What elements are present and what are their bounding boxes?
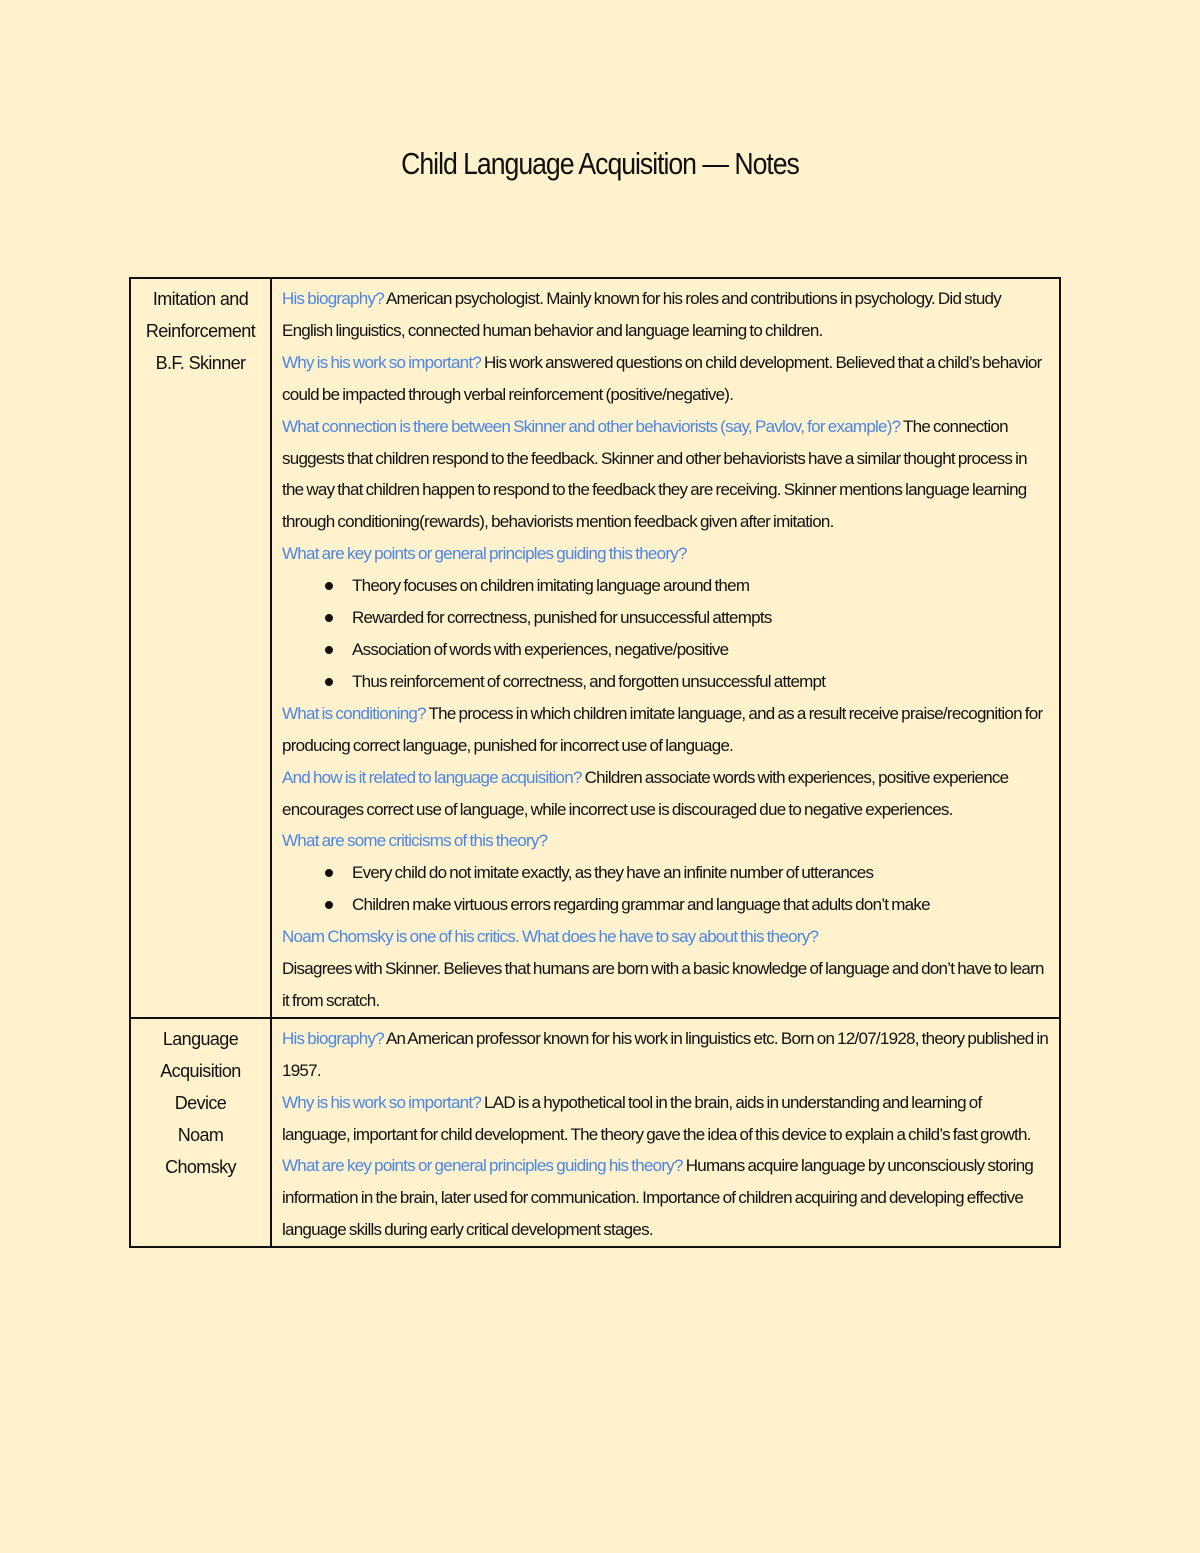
relation-paragraph (282, 762, 1049, 826)
conditioning-paragraph (282, 698, 1049, 762)
list-item: Theory focuses on children imitating language around them (352, 570, 1049, 602)
question-text: What connection is there between Skinner and other behaviorists (say, Pavlov, for example)? (282, 416, 901, 436)
question-text: What are key points or general principles guiding this theory? (282, 544, 687, 564)
criticisms-paragraph (282, 825, 1049, 857)
question-text: His biography? (282, 1028, 384, 1048)
list-item: Association of words with experiences, negative/positive (352, 634, 1049, 666)
question-text: Why is his work so important? (282, 1092, 482, 1112)
topic-line: Imitation and (152, 289, 249, 309)
question-text: And how is it related to language acquisition? (282, 767, 582, 787)
list-item: Thus reinforcement of correctness, and forgotten unsuccessful attempt (352, 666, 1049, 698)
topic-line: Chomsky (165, 1156, 236, 1177)
criticisms-list (282, 857, 1049, 921)
content-cell (271, 1018, 1060, 1247)
biography-paragraph (282, 283, 1049, 347)
connection-paragraph (282, 411, 1049, 539)
chomsky-answer (282, 953, 1049, 1017)
question-text: Why is his work so important? (282, 352, 482, 372)
key-points-list (282, 570, 1049, 698)
topic-cell (130, 278, 271, 1018)
page-title: Child Language Acquisition — Notes (401, 146, 799, 181)
list-item: Children make virtuous errors regarding grammar and language that adults don’t make (352, 889, 1049, 921)
answer-text: Children associate words with experiences, positive experience encourages correct use of language, while incorrect use is discouraged due to negative experiences. (282, 767, 1009, 819)
answer-text: An American professor known for his work in linguistics etc. Born on 12/07/1928, theory published in 1957. (282, 1028, 1049, 1080)
topic-line: Acquisition (160, 1060, 241, 1081)
answer-text: LAD is a hypothetical tool in the brain, aids in understanding and learning of language, important for child development. The theory gave the idea of this device to explain a child’s fast growth. (282, 1092, 1031, 1144)
topic-line: Language (162, 1028, 239, 1049)
list-item: Every child do not imitate exactly, as they have an infinite number of utterances (352, 857, 1049, 889)
answer-text: Humans acquire language by unconsciously storing information in the brain, later used for communication. Importance of children acquiring and developing effective language skills during early critical development stages. (282, 1156, 1034, 1240)
importance-paragraph (282, 1087, 1049, 1151)
key-points-paragraph (282, 538, 1049, 570)
answer-text: The process in which children imitate language, and as a result receive praise/recognition for producing correct language, punished for incorrect use of language. (282, 703, 1043, 755)
content-cell (271, 278, 1060, 1018)
list-item: Rewarded for correctness, punished for unsuccessful attempts (352, 602, 1049, 634)
table-row (130, 278, 1060, 1018)
notes-table (129, 277, 1061, 1248)
key-points-paragraph (282, 1150, 1049, 1246)
question-text: What is conditioning? (282, 703, 426, 723)
answer-text: The connection suggests that children respond to the feedback. Skinner and other behaviorists have a similar thought process in the way that children happen to respond to the feedback they are receiving. Skinner mentions language learning through conditioning(rewards), behaviorists mention feedback given after imitation. (282, 416, 1027, 532)
answer-text: Disagrees with Skinner. Believes that humans are born with a basic knowledge of language and don’t have to learn it from scratch. (282, 959, 1044, 1010)
biography-paragraph (282, 1023, 1049, 1087)
question-text: What are some criticisms of this theory? (282, 831, 548, 851)
question-text: Noam Chomsky is one of his critics. What does he have to say about this theory? (282, 927, 819, 947)
topic-line: Noam (177, 1124, 224, 1145)
answer-text: American psychologist. Mainly known for his roles and contributions in psychology. Did study English linguistics, connected human behavior and language learning to children. (282, 289, 1002, 340)
question-text: What are key points or general principles guiding his theory? (282, 1156, 683, 1176)
importance-paragraph (282, 347, 1049, 411)
topic-line: Device (174, 1092, 227, 1113)
question-text: His biography? (282, 289, 384, 308)
table-row (130, 1018, 1060, 1247)
topic-cell (130, 1018, 271, 1247)
answer-text: His work answered questions on child development. Believed that a child’s behavior could be impacted through verbal reinforcement (positive/negative). (282, 352, 1042, 404)
topic-line: B.F. Skinner (155, 353, 246, 373)
topic-line: Reinforcement (145, 321, 256, 341)
chomsky-question (282, 921, 1049, 953)
